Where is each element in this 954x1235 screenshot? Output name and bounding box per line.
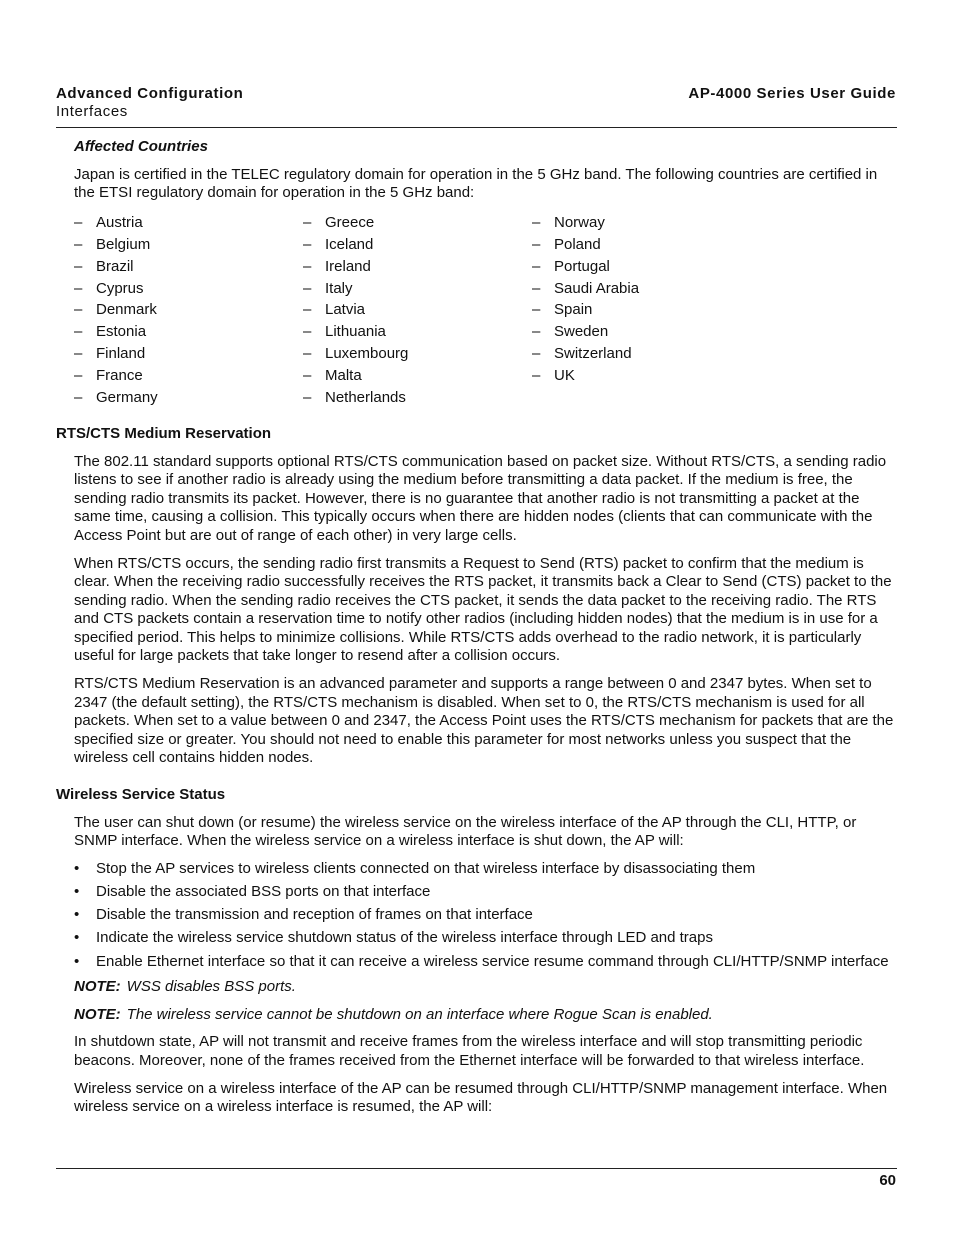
header-section-title: Advanced Configuration [56, 85, 244, 102]
bullet-marker: • [74, 929, 80, 947]
bullet-marker: • [74, 906, 80, 924]
country-item [74, 365, 303, 387]
country-name: Latvia [325, 301, 366, 319]
list-item-text: Disable the associated BSS ports on that interface [96, 883, 431, 900]
dash-marker: – [74, 257, 83, 275]
affected-countries-heading: Affected Countries [74, 138, 208, 155]
dash-marker: – [74, 213, 83, 231]
dash-marker: – [532, 235, 541, 253]
bullet-marker: • [74, 883, 80, 900]
list-item-text: Indicate the wireless service shutdown status of the wireless interface through LED and traps [96, 929, 713, 947]
note-label: NOTE: [74, 1005, 121, 1023]
note-text: WSS disables BSS ports. [126, 978, 296, 996]
shutdown-effects-list [74, 860, 900, 971]
dash-marker: – [532, 301, 541, 319]
country-item [74, 321, 303, 343]
country-name: Cyprus [96, 279, 144, 297]
country-item [74, 212, 303, 234]
country-name: Portugal [554, 257, 610, 275]
dash-marker: – [303, 279, 312, 297]
country-item [74, 387, 303, 409]
country-name: Saudi Arabia [554, 279, 640, 297]
country-name: France [96, 367, 143, 385]
country-item [74, 343, 303, 365]
note-text: The wireless service cannot be shutdown on an interface where Rogue Scan is enabled. [126, 1005, 713, 1023]
country-name: Netherlands [325, 389, 406, 407]
dash-marker: – [303, 213, 312, 231]
header-guide-title: AP-4000 Series User Guide [688, 85, 896, 102]
country-name: Estonia [96, 323, 147, 341]
country-name: Belgium [96, 235, 151, 253]
country-name: UK [554, 367, 575, 385]
country-item [532, 343, 761, 365]
country-item [532, 321, 761, 343]
country-column-3 [532, 212, 761, 409]
affected-countries-intro: Japan is certified in the TELEC regulatory domain for operation in the 5 GHz band. The following countries are certified in the ETSI regulatory domain for operation in the 5 GHz band: [74, 165, 878, 202]
dash-marker: – [74, 301, 83, 319]
country-name: Ireland [325, 257, 371, 275]
dash-marker: – [303, 235, 312, 253]
list-item-text: Enable Ethernet interface so that it can receive a wireless service resume command through CLI/HTTP/SNMP interface [96, 952, 889, 970]
country-item [74, 278, 303, 300]
header-subsection-title: Interfaces [56, 103, 128, 120]
bullet-marker: • [74, 859, 80, 877]
country-item [303, 365, 532, 387]
page-number: 60 [879, 1172, 896, 1189]
wireless-service-paragraph: In shutdown state, AP will not transmit and receive frames from the wireless interface and will stop transmitting periodic beacons. Moreover, none of the frames received from the Ethernet interface will be forwarded to that wireless interface. [74, 1033, 865, 1069]
dash-marker: – [74, 323, 83, 341]
country-item [303, 387, 532, 409]
rts-cts-paragraph: The 802.11 standard supports optional RTS/CTS communication based on packet size. Without RTS/CTS, a sending radio listens to see if another radio is already using the medium before transmitting a data packet. If the medium is free, the sending radio transmits its packet. However, there is no guarantee that another radio is not transmitting a packet at the same time, causing a collision. This typically occurs when there are hidden nodes (clients that can communicate with the Access Point but are out of range of each other) in very large cells. [74, 452, 887, 544]
dash-marker: – [303, 323, 312, 341]
list-item [74, 906, 900, 925]
note [74, 978, 900, 997]
country-name: Poland [554, 235, 601, 253]
list-item [74, 953, 900, 972]
country-column-1 [74, 212, 303, 409]
dash-marker: – [532, 279, 541, 297]
country-name: Austria [96, 213, 143, 231]
country-item [303, 256, 532, 278]
rts-cts-heading: RTS/CTS Medium Reservation [56, 424, 272, 442]
country-item [74, 256, 303, 278]
dash-marker: – [303, 301, 312, 319]
country-item [303, 321, 532, 343]
page-body [56, 138, 900, 1126]
country-item [74, 299, 303, 321]
wireless-service-heading: Wireless Service Status [56, 786, 226, 804]
note [74, 1006, 900, 1025]
country-item [74, 234, 303, 256]
country-item [303, 212, 532, 234]
country-item [532, 212, 761, 234]
country-name: Switzerland [554, 345, 632, 363]
dash-marker: – [303, 389, 312, 407]
country-name: Lithuania [325, 323, 386, 341]
country-name: Finland [96, 345, 146, 363]
country-item [532, 234, 761, 256]
dash-marker: – [532, 213, 541, 231]
list-item-text: Stop the AP services to wireless clients connected on that wireless interface by disassociating them [96, 859, 756, 877]
dash-marker: – [532, 345, 541, 363]
country-item [532, 278, 761, 300]
footer-rule [56, 1168, 897, 1169]
dash-marker: – [532, 257, 541, 275]
dash-marker: – [74, 367, 83, 385]
country-item [303, 234, 532, 256]
wireless-service-intro: The user can shut down (or resume) the wireless service on the wireless interface of the AP through the CLI, HTTP, or SNMP interface. When the wireless service on a wireless interface is shut down, the AP will: [74, 813, 857, 850]
country-name: Malta [325, 367, 362, 385]
country-name: Greece [325, 213, 375, 231]
list-item [74, 883, 900, 902]
list-item-text: Disable the transmission and reception of frames on that interface [96, 906, 533, 924]
dash-marker: – [74, 345, 83, 363]
country-list [74, 212, 900, 409]
country-item [303, 278, 532, 300]
list-item [74, 860, 900, 879]
dash-marker: – [532, 323, 541, 341]
list-item [74, 929, 900, 948]
dash-marker: – [303, 367, 312, 385]
rts-cts-paragraph: When RTS/CTS occurs, the sending radio first transmits a Request to Send (RTS) packet to confirm that the medium is clear. When the receiving radio successfully receives the RTS packet, it transmits back a Clear to Send (CTS) packet to the sending radio. When the sending radio receives the CTS packet, it sends the data packet to the receiving radio. The RTS and CTS packets contain a reservation time to notify other radios (including hidden nodes) that the medium is in use for a specified period. This helps to minimize collisions. While RTS/CTS adds overhead to the radio network, it is particularly useful for large packets that take longer to resend after a collision occurs. [74, 554, 892, 665]
country-item [303, 343, 532, 365]
country-item [303, 299, 532, 321]
country-column-2 [303, 212, 532, 409]
page-header-left [56, 85, 243, 121]
country-name: Italy [325, 279, 353, 297]
country-name: Sweden [554, 323, 609, 341]
country-name: Brazil [96, 257, 134, 275]
dash-marker: – [74, 279, 83, 297]
country-name: Spain [554, 301, 593, 319]
rts-cts-paragraph: RTS/CTS Medium Reservation is an advanced parameter and supports a range between 0 and 2347 bytes. When set to 2347 (the default setting), the RTS/CTS mechanism is disabled. When set to 0, the RTS/CTS mechanism is used for all packets. When set to a value between 0 and 2347, the Access Point uses the RTS/CTS mechanism for packets that are the specified size or greater. You should not need to enable this parameter for most networks unless you suspect that the wireless cell contains hidden nodes. [74, 675, 894, 767]
note-label: NOTE: [74, 978, 121, 996]
country-name: Denmark [96, 301, 157, 319]
header-rule [56, 127, 897, 128]
dash-marker: – [303, 257, 312, 275]
country-name: Luxembourg [325, 345, 409, 363]
dash-marker: – [303, 345, 312, 363]
country-name: Germany [96, 389, 158, 407]
wireless-service-paragraph: Wireless service on a wireless interface of the AP can be resumed through CLI/HTTP/SNMP management interface. When wireless service on a wireless interface is resumed, the AP will: [74, 1079, 888, 1116]
dash-marker: – [532, 367, 541, 385]
country-item [532, 256, 761, 278]
dash-marker: – [74, 235, 83, 253]
country-item [532, 365, 761, 387]
country-name: Iceland [325, 235, 374, 253]
bullet-marker: • [74, 952, 80, 970]
dash-marker: – [74, 389, 83, 407]
country-name: Norway [554, 213, 605, 231]
country-item [532, 299, 761, 321]
